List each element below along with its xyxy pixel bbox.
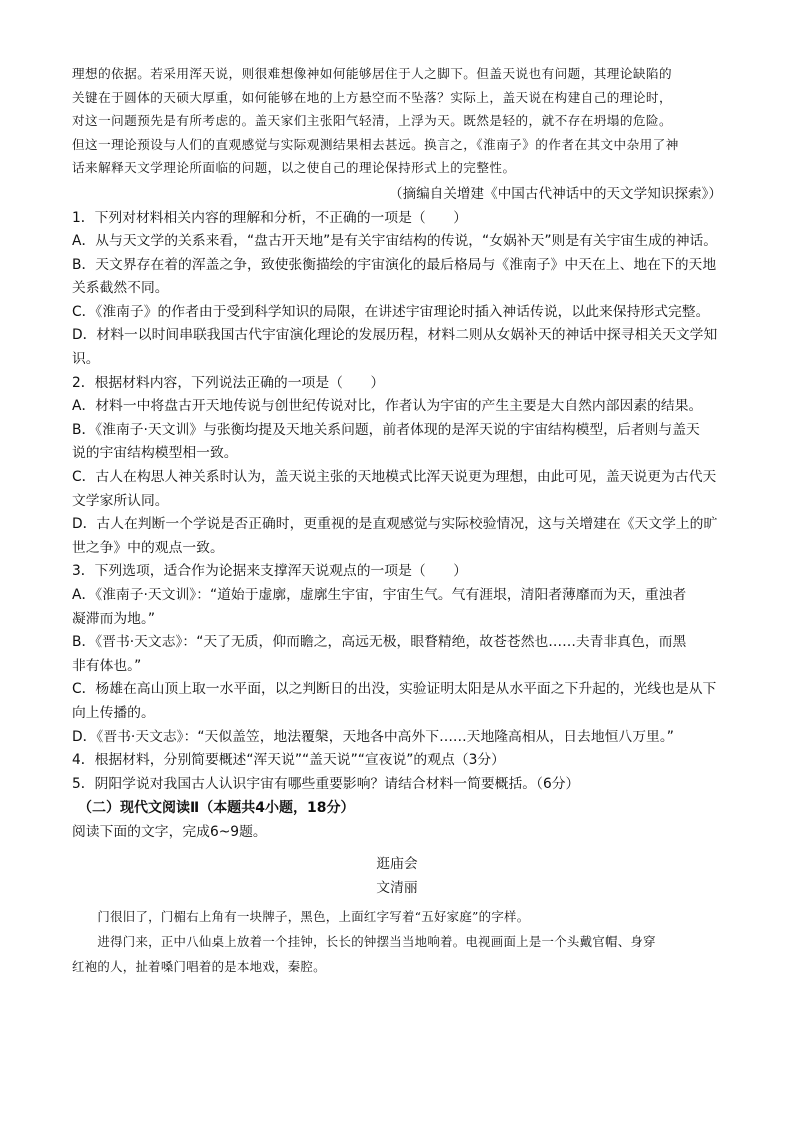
question-3-option-d: D．《晋书·天文志》：“天似盖笠，地法覆槃，天地各中高外下……天地隆高相从，日去地恒八万里。” — [72, 728, 674, 745]
document-page — [72, 62, 722, 979]
story-line: 门很旧了，门楣右上角有一块牌子，黑色，上面红字写着“五好家庭”的字样。 — [72, 909, 530, 925]
question-3-option-c: C．杨雄在高山顶上取一水平面，以之判断日的出没，实验证明太阳是从水平面之下升起的，光线也是从下 — [72, 681, 717, 698]
question-2-option-d-cont: 世之争》中的观点一致。 — [72, 539, 224, 556]
passage-line: 理想的依据。若采用浑天说，则很难想像神如何能够居住于人之脚下。但盖天说也有问题，其理论缺陷的 — [72, 66, 673, 81]
story-line: 红袍的人，扯着嗓门唱着的是本地戏，秦腔。 — [72, 959, 326, 975]
story-body — [72, 904, 722, 979]
question-2-option-b: B．《淮南子·天文训》与张衡均提及天地关系问题，前者体现的是浑天说的宇宙结构模型，后者则与盖天 — [72, 421, 700, 438]
question-3-stem: 3．下列选项，适合作为论据来支撑浑天说观点的一项是（ ） — [72, 563, 468, 580]
passage-line: 对这一问题预先是有所考虑的。盖天家们主张阳气轻清，上浮为天。既然是轻的，就不存在坍塌的危险。 — [72, 113, 673, 128]
question-2-option-c: C．古人在构思人神关系时认为，盖天说主张的天地模式比浑天说更为理想，由此可见，盖天说更为古代天 — [72, 469, 717, 486]
story-author: 文清丽 — [376, 880, 418, 897]
question-1-option-d: D．材料一以时间串联我国古代宇宙演化理论的发展历程，材料二则从女娲补天的神话中探寻相关天文学知 — [72, 327, 718, 344]
question-2-option-c-cont: 文学家所认同。 — [72, 492, 169, 509]
question-1-option-a: A．从与天文学的关系来看，“盘古开天地”是有关宇宙结构的传说，“女娲补天”则是有关宇宙生成的神话。 — [72, 233, 718, 250]
question-4: 4．根据材料，分别简要概述“浑天说”“盖天说”“宣夜说”的观点（3分） — [72, 752, 505, 769]
question-5: 5．阴阳学说对我国古人认识宇宙有哪些重要影响？请结合材料一简要概括。（6分） — [72, 775, 580, 792]
question-2-option-a: A．材料一中将盘古开天地传说与创世纪传说对比，作者认为宇宙的产生主要是大自然内部因素的结果。 — [72, 398, 703, 415]
question-1-option-b: B．天文界存在着的浑盖之争，致使张衡描绘的宇宙演化的最后格局与《淮南子》中天在上、地在下的天地 — [72, 256, 717, 273]
passage-line: 但这一理论预设与人们的直观感觉与实际观测结果相去甚远。换言之，《淮南子》的作者在其文中杂用了神 — [72, 136, 679, 152]
passage-line: 关键在于圆体的天硕大厚重，如何能够在地的上方悬空而不坠落？实际上，盖天说在构建自己的理论时， — [72, 89, 673, 105]
question-list — [72, 207, 722, 797]
passage-line: 话来解释天文学理论所面临的问题，以之使自己的理论保持形式上的完整性。 — [72, 160, 516, 175]
question-2-option-b-cont: 说的宇宙结构模型相一致。 — [72, 445, 238, 462]
story-line: 进得门来，正中八仙桌上放着一个挂钟，长长的钟摆当当地响着。电视画面上是一个头戴官帽、身穿 — [72, 934, 656, 950]
passage-excerpt — [72, 62, 722, 180]
question-1-stem: 1．下列对材料相关内容的理解和分析，不正确的一项是（ ） — [72, 209, 468, 226]
question-1-option-c: C．《淮南子》的作者由于受到科学知识的局限，在讲述宇宙理论时插入神话传说，以此来保持形式完整。 — [72, 303, 710, 320]
question-3-option-a-cont: 凝滞而为地。” — [72, 610, 156, 627]
question-2-option-d: D．古人在判断一个学说是否正确时，更重视的是直观感觉与实际校验情况，这与关增建在《天文学上的旷 — [72, 516, 718, 533]
question-1-option-d-cont: 识。 — [72, 351, 100, 368]
section-heading: （二）现代文阅读Ⅱ（本题共4小题，18分） — [78, 800, 355, 817]
story-title: 逛庙会 — [376, 856, 418, 873]
question-2-stem: 2．根据材料内容，下列说法正确的一项是（ ） — [72, 374, 385, 391]
question-3-option-b: B．《晋书·天文志》：“天了无质，仰而瞻之，高远无极，眼瞀精绝，故苍苍然也……夫青非真色，而黑 — [72, 634, 687, 651]
reading-instruction: 阅读下面的文字，完成6~9题。 — [72, 824, 267, 841]
question-1-option-b-cont: 关系截然不同。 — [72, 280, 169, 297]
question-3-option-b-cont: 非有体也。” — [72, 657, 142, 674]
source-citation: （摘编自关增建《中国古代神话中的天文学知识探索》） — [388, 185, 722, 202]
question-3-option-c-cont: 向上传播的。 — [72, 704, 155, 721]
question-3-option-a: A．《淮南子·天文训》：“道始于虚廓，虚廓生宇宙，宇宙生气。气有涯垠，清阳者薄靡而为天，重浊者 — [72, 587, 687, 603]
